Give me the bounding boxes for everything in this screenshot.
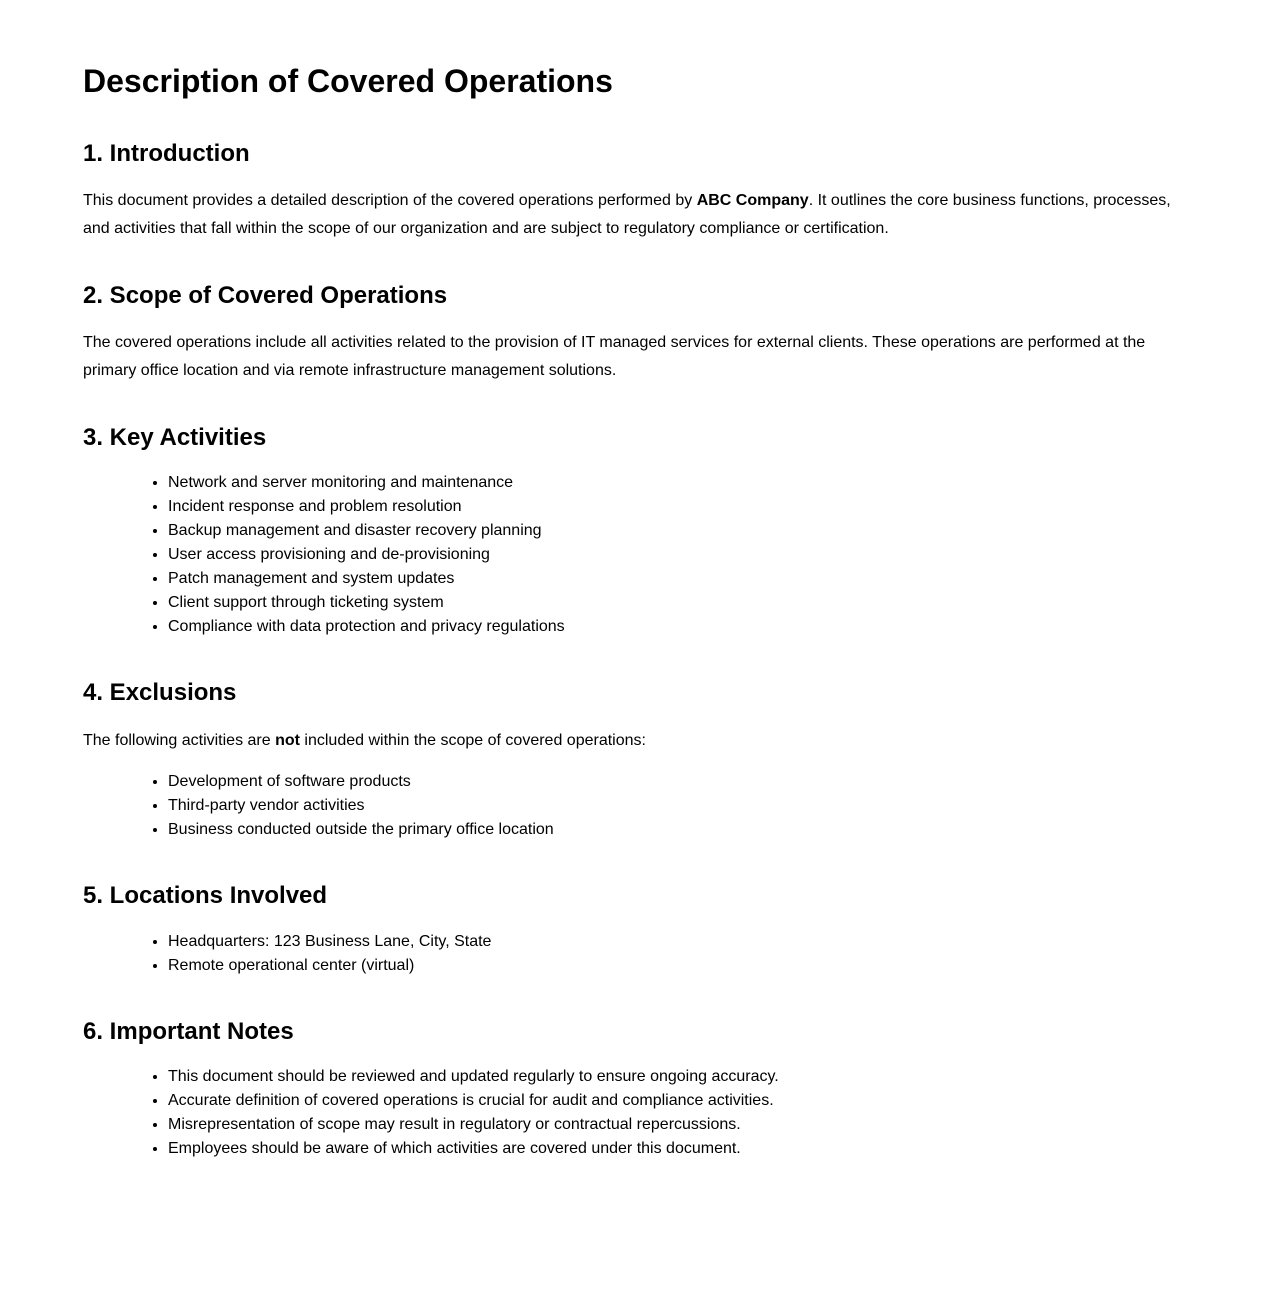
list-item: • Employees should be aware of which activities are covered under this document. [168, 1137, 1195, 1161]
company-name: ABC Company [696, 192, 809, 210]
section-scope-paragraph: The covered operations include all activities related to the provision of IT managed services for external clients. These operations are performed at the primary office location and via remote infrastructure management solutions. [83, 334, 1146, 379]
list-item: • Business conducted outside the primary office location [168, 818, 1195, 842]
section-introduction-heading: 1. Introduction [83, 139, 250, 167]
list-item: • This document should be reviewed and updated regularly to ensure ongoing accuracy. [168, 1065, 1195, 1089]
exclusions-not-emphasis: not [275, 731, 300, 749]
section-locations [83, 882, 1195, 978]
section-scope-heading: 2. Scope of Covered Operations [83, 281, 448, 309]
document-title: Description of Covered Operations [83, 63, 613, 99]
locations-list [83, 930, 1195, 978]
list-item: • Headquarters: 123 Business Lane, City, State [168, 930, 1195, 954]
exclusions-text-after: included within the scope of covered operations: [299, 731, 646, 749]
section-exclusions [83, 679, 1195, 842]
section-important-notes [83, 1018, 1195, 1162]
list-item: • Misrepresentation of scope may result in regulatory or contractual repercussions. [168, 1113, 1195, 1137]
list-item: • Patch management and system updates [168, 567, 1195, 591]
section-introduction-paragraph [83, 187, 1195, 241]
section-exclusions-heading: 4. Exclusions [83, 679, 237, 707]
list-item: • Backup management and disaster recovery planning [168, 519, 1195, 543]
list-item: • Network and server monitoring and maintenance [168, 471, 1195, 495]
list-item: • User access provisioning and de-provisioning [168, 543, 1195, 567]
list-item: • Compliance with data protection and privacy regulations [168, 615, 1195, 639]
key-activities-list [83, 471, 1195, 639]
exclusions-list [83, 770, 1195, 842]
list-item: • Client support through ticketing system [168, 591, 1195, 615]
section-scope [83, 282, 1195, 384]
section-key-activities-heading: 3. Key Activities [83, 423, 267, 451]
intro-text-before: This document provides a detailed description of the covered operations performed by [83, 192, 697, 210]
section-key-activities [83, 424, 1195, 640]
intro-text-after: . It outlines the core business functions, processes, and activities that fall within the scope of our organization and are subject to regulatory compliance or certification. [83, 192, 1171, 237]
section-locations-heading: 5. Locations Involved [83, 882, 328, 910]
list-item: • Third-party vendor activities [168, 794, 1195, 818]
exclusions-text-before: The following activities are [83, 731, 276, 749]
list-item: • Incident response and problem resolution [168, 495, 1195, 519]
section-important-notes-heading: 6. Important Notes [83, 1017, 294, 1045]
list-item: • Development of software products [168, 770, 1195, 794]
section-introduction [83, 140, 1195, 242]
important-notes-list [83, 1065, 1195, 1161]
list-item: • Remote operational center (virtual) [168, 954, 1195, 978]
section-exclusions-paragraph [83, 727, 1195, 754]
list-item: • Accurate definition of covered operations is crucial for audit and compliance activities. [168, 1089, 1195, 1113]
